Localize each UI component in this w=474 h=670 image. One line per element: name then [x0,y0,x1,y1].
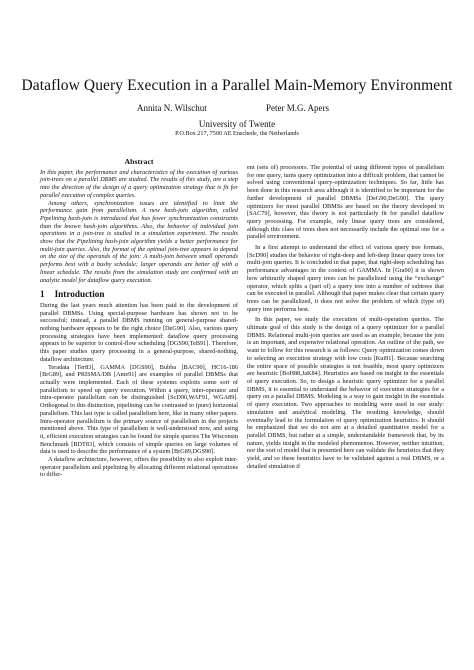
body-paragraph: Teradata [Ter83], GAMMA [DGS90], Bubba [BAC90], HC16-186 [BrG89], and PRISMA/DB [Ame91] are examples of parallel DBMSs that actually were implemented. Each of these systems exploits some sort of parallelism to speed up query execution. Within a query, inter-operator and intra-operator parallelism can be distinguished [ScD90,WAF91, WGA89]. Orthogonal to this distinction, pipelining can be contrasted to (pure) horizontal parallelism. This last type is called parallelism here, like in many other papers. Intra-operator parallelism is the primary source of parallelism in the projects mentioned above. This type of parallelism is well-understood now, and using it, efficient execution strategies can be found for simple queries The Wisconsin Benchmark [BDT83], which consists of simple queries on large volumes of data is used to describe the performance of a system [BrG89,DGS90]. [40,363,238,456]
right-column [247,164,444,470]
paper-title: Dataflow Query Execution in a Parallel Main-Memory Environment [21,77,453,94]
body-paragraph: In this paper, we study the execution of multi-operation queries. The ultimate goal of this study is the design of a query optimizer for a parallel DBMS. Relational multi-join queries are used as an example, because the join is an important, and expensive relational operation. An outline of the path, we want to follow for this research is as follows: Query optimization comes down to selecting an execution strategy with low costs [Kui91]. Because searching the entire space of possible strategies is not feasible, most query optimizers are heuristic [BoH88,JaK84]. Heuristics are based on insight in the essentials of query execution. So, to design a heuristic query optimizer for a parallel DBMS, it is essential to understand the behavior of execution strategies for a query on a parallel DBMS. Modeling is a way to gain insight in the essentials of query execution. Two approaches to modeling were used in our study: simulation and analytical modeling. The resulting knowledge, should eventually lead to the formulation of query optimization heuristics. It should be emphasized that we do not aim at a detailed quantitative model for a parallel DBMS, but rather at a simple, understandable framework that, by its nature, yields insight in the modeled phenomenon. However, neither intuition, nor the sort of model that is presented here can validate the heuristics that they yield, and so these heuristics have to be validated against a real DBMS, or a detailed simulation if [247,316,444,470]
abstract-paragraph: In this paper, the performance and characteristics of the execution of various join-trees on a parallel DBMS are studied. The results of this study, are a step into the direction of the design of a query optimization strategy that is fit for parallel execution of complex queries. [40,168,238,199]
abstract-paragraph: Among others, synchronization issues are identified to limit the performance gain from parallelism. A new hash-join algorithm, called Pipelining hash-join is introduced that has fewer synchronization constraints than the known hash-join algorithms. Also, the behavior of individual join operations in a join-tree is studied in a simulation experiment. The results show that the Pipelining hash-join algorithm yields a better performance for multi-join queries. Also, the format of the optimal join-tree appears to depend on the size of the operands of the join: A multi-join between small operands performs best with a bushy schedule; larger operands are better off with a linear schedule. The results from the simulation study are confirmed with an analytic model for dataflow query execution. [40,199,238,284]
author-2: Peter M.G. Apers [266,103,329,113]
body-paragraph: In a first attempt to understand the effect of various query tree formats, [ScD90] studies the behavior of right-deep and left-deep linear query trees for multi-join queries. It is concluded in that paper, that right-deep scheduling has performance advantages in the context of GAMMA. In [Gra90] it is shown how arbitrarily shaped query trees can be parallelized using the “exchange” operator, which splits a (part of) a query tree into a number of subtrees that can be executed in parallel. Although that paper makes clear that certain query trees can be parallelized, it does not solve the problem of which (type of) query tree performs best. [247,244,444,313]
body-paragraph: ent (sets of) processors. The potential of using different types of parallelism for one query, turns query optimization into a difficult problem, that cannot be solved using conventional query-optimization techniques. So far, little has been done in this research area although it is identified to be important for the further development of parallel DBMSs [DeG90,DeG90]. The query optimizers for most parallel DBMSs are based on the theory developed in [SAC79], however, this theory is not particularly fit for parallel dataflow query processing. For example, only linear query trees are considered, although this class of trees does not necessarily include the optimal one for a parallel environment. [247,164,444,241]
section-title: Introduction [54,289,105,300]
section-heading [40,291,238,299]
section-number: 1 [40,289,45,300]
left-column [40,158,238,479]
author-1: Annita N. Wilschut [137,103,207,113]
body-paragraph: During the last years much attention has been paid to the development of parallel DBMSs. Using special-purpose hardware has shown not to be successful; instead, a parallel DBMS running on general-purpose shared-nothing hardware appears to be the right choice [DeG90]. Also, various query processing strategies have been implemented: dataflow query processing appears to be superior to control-flow scheduling [DGS90,TeB91]. Therefore, this paper studies query processing in a general-purpose, shared-nothing, dataflow architecture. [40,301,238,363]
address: P.O.Box 217, 7500 AE Enschede, the Netherlands [175,130,299,137]
affiliation: University of Twente [198,119,276,129]
abstract-heading: Abstract [124,157,154,166]
abstract [40,158,238,284]
body-paragraph: A dataflow architecture, however, offers the possibility to also exploit inter-operator parallelism and pipelining by allocating different relational operations to differ- [40,456,238,479]
